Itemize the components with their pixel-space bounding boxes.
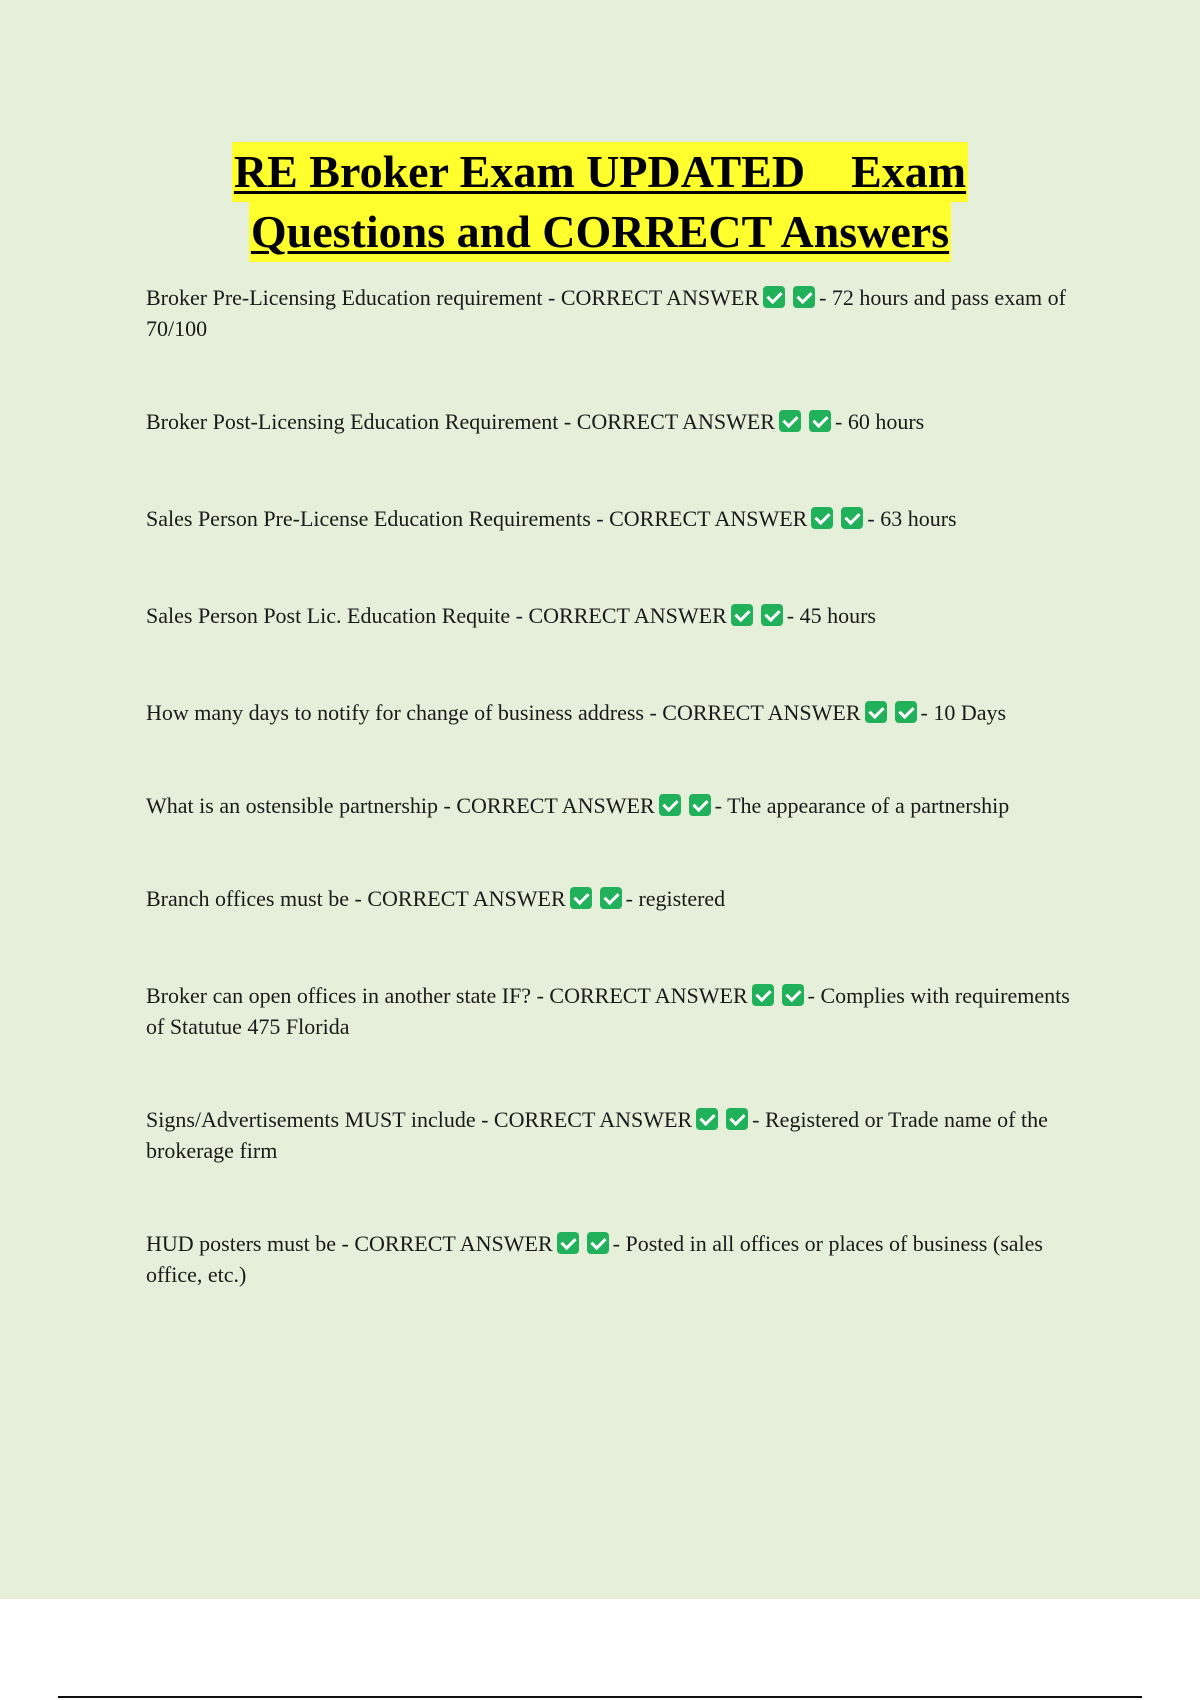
question-text: Signs/Advertisements MUST include — [146, 1107, 476, 1132]
qa-item — [146, 883, 1086, 914]
answer-text: Posted in all offices or places of business (sales office, etc.) — [146, 1231, 1043, 1287]
qa-item — [146, 1104, 1086, 1166]
answer-text: 10 Days — [933, 700, 1007, 725]
document-title — [0, 142, 1200, 262]
answer-label: CORRECT ANSWER — [528, 603, 727, 628]
separator: - — [542, 285, 561, 310]
green-checkmark-icon — [809, 410, 831, 432]
green-checkmark-icon — [782, 984, 804, 1006]
separator: - — [643, 700, 663, 725]
question-text: Branch offices must be — [146, 886, 350, 911]
separator: - — [867, 506, 881, 531]
separator: - — [510, 603, 529, 628]
separator: - — [786, 603, 800, 628]
separator: - — [807, 983, 821, 1008]
separator: - — [531, 983, 550, 1008]
question-text: Sales Person Pre-License Education Requirements — [146, 506, 591, 531]
separator: - — [336, 1231, 355, 1256]
qa-item — [146, 406, 1086, 437]
qa-item — [146, 1228, 1086, 1290]
answer-text: Registered or Trade name of the brokerage firm — [146, 1107, 1048, 1163]
green-checkmark-icon — [763, 286, 785, 308]
green-checkmark-icon — [731, 604, 753, 626]
answer-text: registered — [638, 886, 726, 911]
answer-text: The appearance of a partnership — [727, 793, 1010, 818]
separator: - — [752, 1107, 765, 1132]
answer-label: CORRECT ANSWER — [367, 886, 566, 911]
question-text: Broker Post-Licensing Education Requirement — [146, 409, 559, 434]
separator: - — [612, 1231, 626, 1256]
question-text: Sales Person Post Lic. Education Requite — [146, 603, 511, 628]
title-line-2: Questions and CORRECT Answers — [249, 202, 951, 262]
question-text: Broker Pre-Licensing Education requirement — [146, 285, 543, 310]
answer-label: CORRECT ANSWER — [662, 700, 861, 725]
separator: - — [625, 886, 639, 911]
green-checkmark-icon — [752, 984, 774, 1006]
green-checkmark-icon — [557, 1232, 579, 1254]
green-checkmark-icon — [841, 507, 863, 529]
separator: - — [920, 700, 934, 725]
green-checkmark-icon — [865, 701, 887, 723]
title-line-1: RE Broker Exam UPDATED Exam — [232, 142, 968, 202]
qa-item — [146, 282, 1086, 344]
separator: - — [590, 506, 610, 531]
question-text: Broker can open offices in another state IF? — [146, 983, 532, 1008]
answer-text: 60 hours — [847, 409, 925, 434]
question-text: What is an ostensible partnership — [146, 793, 439, 818]
green-checkmark-icon — [587, 1232, 609, 1254]
answer-label: CORRECT ANSWER — [354, 1231, 553, 1256]
green-checkmark-icon — [570, 887, 592, 909]
answer-text: 72 hours and pass exam of 70/100 — [146, 285, 1066, 341]
answer-label: CORRECT ANSWER — [560, 285, 760, 310]
green-checkmark-icon — [689, 794, 711, 816]
green-checkmark-icon — [696, 1108, 718, 1130]
separator: - — [558, 409, 577, 434]
green-checkmark-icon — [793, 286, 815, 308]
qa-item — [146, 600, 1086, 631]
answer-label: CORRECT ANSWER — [456, 793, 655, 818]
green-checkmark-icon — [726, 1108, 748, 1130]
separator: - — [834, 409, 848, 434]
separator: - — [475, 1107, 494, 1132]
question-text: HUD posters must be — [146, 1231, 337, 1256]
answer-label: CORRECT ANSWER — [549, 983, 748, 1008]
green-checkmark-icon — [600, 887, 622, 909]
qa-list — [146, 282, 1086, 1290]
answer-label: CORRECT ANSWER — [576, 409, 775, 434]
separator: - — [349, 886, 368, 911]
answer-text: 63 hours — [880, 506, 957, 531]
answer-label: CORRECT ANSWER — [493, 1107, 693, 1132]
answer-label: CORRECT ANSWER — [609, 506, 808, 531]
answer-text: Complies with requirements of Statutue 475 Florida — [146, 983, 1070, 1039]
separator: - — [819, 285, 832, 310]
green-checkmark-icon — [761, 604, 783, 626]
separator: - — [714, 793, 728, 818]
question-text: How many days to notify for change of business address — [146, 700, 644, 725]
footer-divider — [58, 1696, 1142, 1698]
separator: - — [438, 793, 457, 818]
qa-item — [146, 503, 1086, 534]
answer-text: 45 hours — [799, 603, 876, 628]
qa-item — [146, 790, 1086, 821]
qa-item — [146, 697, 1086, 728]
green-checkmark-icon — [811, 507, 833, 529]
green-checkmark-icon — [659, 794, 681, 816]
green-checkmark-icon — [895, 701, 917, 723]
qa-item — [146, 980, 1086, 1042]
green-checkmark-icon — [779, 410, 801, 432]
